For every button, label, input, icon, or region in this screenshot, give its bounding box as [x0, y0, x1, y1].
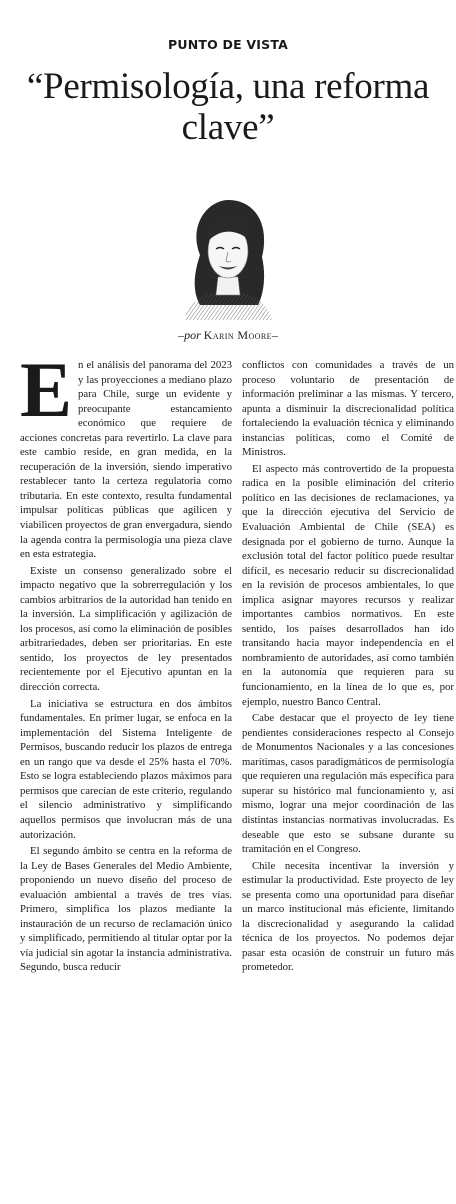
paragraph: La iniciativa se estructura en dos ámbitos fundamentales. En primer lugar, se enfoca en la implementación del Sistema Inteligente de Permisos, buscando reducir los plazos de entrega en un rango que va desde el 25% hasta el 70%. Esto se logra estableciendo plazos máximos para permisos que carecían de este criterio, regulando el silencio administrativo y simplificando aquellos permisos que involucran más de una autorización.: [20, 697, 232, 841]
article-column-left: [20, 346, 232, 977]
byline: [0, 328, 456, 343]
article-column-right: [242, 358, 454, 977]
headline: “Permisología, una reforma clave”: [26, 66, 430, 148]
paragraph: El aspecto más controvertido de la propuesta radica en la posible eliminación del criterio político en las decisiones de reclamaciones, ya que la dirección ejecutiva del Servicio de Evaluación Ambiental de Chile (SEA) es designada por el gobierno de turno. Aunque la exclusión total del factor político puede resultar difícil, es necesario reducir su discrecionalidad en la revisión de procesos ambientales, lo que implica asignar mayores recursos y realizar importantes cambios normativos. En este sentido, los países desarrollados han ido transitando hacia mayor independencia en el nombramiento de autoridades, así como también en la autonomía que requieren para su funcionamiento, en la línea de lo que es, por ejemplo, nuestro Banco Central.: [242, 462, 454, 708]
paragraph: Chile necesita incentivar la inversión y estimular la productividad. Este proyecto de ley se presenta como una oportunidad para diseñar un marco institucional más eficiente, limitando la discrecionalidad y asegurando la calidad técnica de los proyectos. No podemos dejar pasar esta ocasión de construir un futuro más prometedor.: [242, 859, 454, 974]
section-label: PUNTO DE VISTA: [168, 37, 288, 52]
author-name: Karin Moore: [203, 328, 272, 342]
paragraph: [20, 346, 232, 562]
author-portrait-drawing: [178, 195, 278, 320]
author-portrait: [178, 195, 278, 320]
byline-suffix: –: [271, 328, 278, 342]
paragraph: El segundo ámbito se centra en la reforma de la Ley de Bases Generales del Medio Ambiente, proponiendo un nuevo diseño del proceso de evaluación ambiental a través de tres vías. Primero, simplifica los plazos mediante la instauración de un recurso de reclamación único y simplificado, permitiendo al titular optar por la vía judicial sin agotar la instancia administrativa. Segundo, busca reducir: [20, 845, 232, 974]
paragraph: Existe un consenso generalizado sobre el impacto negativo que la sobrerregulación y los cambios arbitrarios de la autoridad han tenido en la inversión. La simplificación y agilización de los procesos, así como la eliminación de posibles arbitrariedades, deben ser prioritarias. En este sentido, los proyectos de ley presentados recientemente por el Ejecutivo apuntan en la dirección correcta.: [20, 564, 232, 694]
paragraph: Cabe destacar que el proyecto de ley tiene pendientes consideraciones respecto al Consejo de Monumentos Nacionales y a las concesiones marítimas, casos paradigmáticos de permisología que requieren una regulación más específica para superar su histórico mal funcionamiento y, así mismo, lograr una mejor coordinación de las distintas instancias normativas involucradas. Es deseable que esto se subsane durante su tramitación en el Congreso.: [242, 712, 454, 856]
paragraph-text: n el análisis del panorama del 2023 y las proyecciones a mediano plazo para Chile, surge un evidente y preocupante estancamiento económico que requiere de acciones concretas para revertirlo. La clave para este cambio reside, en gran medida, en la recuperación de la inversión, siendo imperativo restablecer tanto la certeza regulatoria como tributaria. En este contexto, resulta fundamental impulsar políticas públicas que agilicen y viabilicen proyectos de gran envergadura, siendo la agenda contra la permisología una pieza clave en esta estrategia.: [20, 359, 232, 561]
byline-prefix: –por: [178, 328, 201, 342]
paragraph: conflictos con comunidades a través de un proceso voluntario de presentación de información preliminar a las mismas. Y tercero, apunta a disminuir la discrecionalidad política fortaleciendo la evaluación técnica y eliminando instancias políticas, como el Comité de Ministros.: [242, 359, 454, 459]
drop-cap: E: [20, 346, 73, 433]
